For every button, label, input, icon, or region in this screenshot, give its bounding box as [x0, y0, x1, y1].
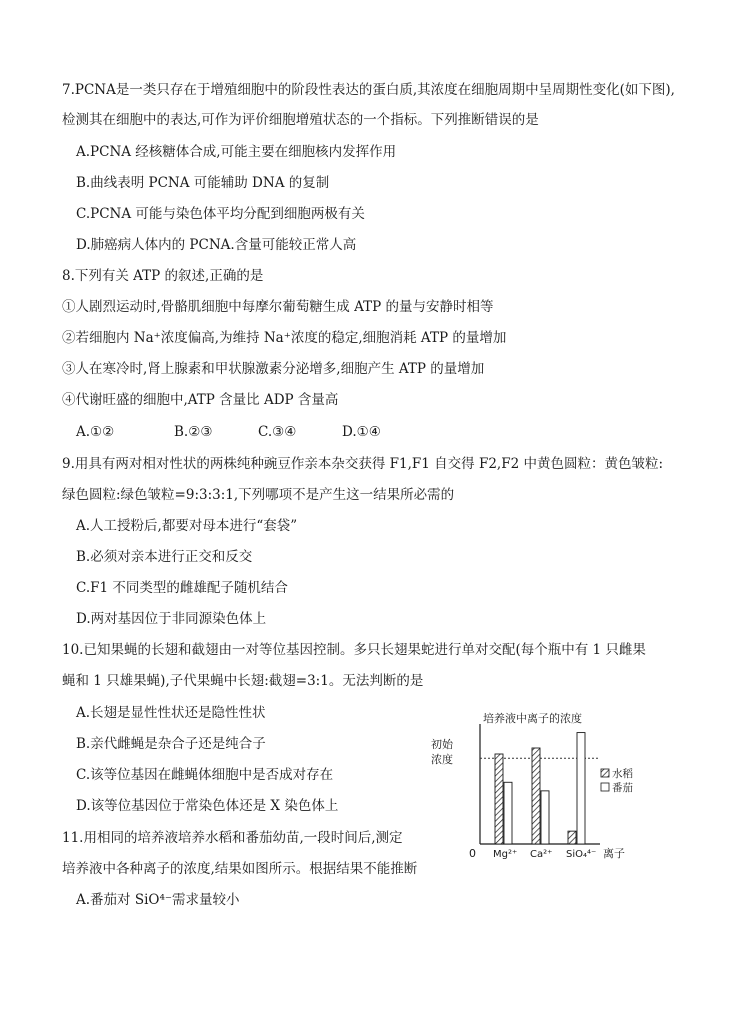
q8-stem: 8.下列有关 ATP 的叙述,正确的是 [62, 268, 264, 284]
q8-option-b: B.②③ [174, 424, 213, 440]
q7-option-c: C.PCNA 可能与染色体平均分配到细胞两极有关 [76, 206, 365, 222]
q11-option-a: A.番茄对 SiO⁴⁻需求量较小 [76, 892, 240, 908]
q10-option-c: C.该等位基因在雌蝇体细胞中是否成对存在 [76, 767, 334, 783]
ion-concentration-chart [425, 710, 640, 870]
q9-option-c: C.F1 不同类型的雌雄配子随机结合 [76, 580, 288, 596]
origin-label: 0 [469, 847, 476, 860]
bar-rice-0 [495, 754, 503, 844]
x-tick-label-1: Ca²⁺ [530, 849, 553, 860]
bar-rice-2 [568, 831, 576, 844]
initial-label-line2: 浓度 [431, 753, 453, 766]
q9-option-d: D.两对基因位于非同源染色体上 [76, 611, 267, 627]
legend-swatch-rice [601, 769, 609, 777]
bar-tomato-2 [577, 733, 585, 844]
q7-stem-line1: 7.PCNA是一类只存在于增殖细胞中的阶段性表达的蛋白质,其浓度在细胞周期中呈周期性变化(如下图), [62, 82, 675, 98]
q10-option-a: A.长翅是显性性状还是隐性性状 [76, 705, 266, 721]
bar-tomato-0 [504, 782, 512, 844]
q9-option-b: B.必须对亲本进行正交和反交 [76, 549, 253, 565]
q8-item-2: ②若细胞内 Na⁺浓度偏高,为维持 Na⁺浓度的稳定,细胞消耗 ATP 的量增加 [62, 330, 507, 346]
initial-label-line1: 初始 [431, 738, 453, 751]
q10-stem-line2: 蝇和 1 只雄果蝇),子代果蝇中长翅:截翅=3:1。无法判断的是 [62, 673, 424, 689]
q11-stem-line1: 11.用相同的培养液培养水稻和番茄幼苗,一段时间后,测定 [62, 830, 403, 846]
q10-option-d: D.该等位基因位于常染色体还是 X 染色体上 [76, 798, 339, 814]
q7-stem-line2: 检测其在细胞中的表达,可作为评价细胞增殖状态的一个指标。下列推断错误的是 [62, 112, 539, 128]
q7-option-b: B.曲线表明 PCNA 可能辅助 DNA 的复制 [76, 175, 330, 191]
q9-stem-line1: 9.用具有两对相对性状的两株纯种豌豆作亲本杂交获得 F1,F1 自交得 F2,F2 中黄色圆粒：黄色皱粒: [62, 456, 663, 472]
q8-item-1: ①人剧烈运动时,骨骼肌细胞中每摩尔葡萄糖生成 ATP 的量与安静时相等 [62, 299, 494, 315]
q10-stem-line1: 10.已知果蝇的长翅和截翅由一对等位基因控制。多只长翅果蛇进行单对交配(每个瓶中有 1 只雌果 [62, 642, 646, 658]
q8-option-c: C.③④ [258, 424, 297, 440]
x-axis-label: 离子 [603, 847, 625, 860]
legend-label-rice: 水稻 [612, 768, 633, 780]
q8-option-d: D.①④ [342, 424, 381, 440]
x-tick-label-0: Mg²⁺ [493, 849, 518, 860]
bar-rice-1 [532, 748, 540, 844]
legend-label-tomato: 番茄 [612, 782, 633, 794]
q10-option-b: B.亲代雌蝇是杂合子还是纯合子 [76, 736, 266, 752]
q7-option-a: A.PCNA 经核糖体合成,可能主要在细胞核内发挥作用 [76, 144, 397, 160]
q11-stem-line2: 培养液中各种离子的浓度,结果如图所示。根据结果不能推断 [62, 861, 418, 877]
q9-stem-line2: 绿色圆粒:绿色皱粒=9:3:3:1,下列哪项不是产生这一结果所必需的 [62, 487, 455, 503]
legend-swatch-tomato [601, 783, 609, 791]
q8-item-4: ④代谢旺盛的细胞中,ATP 含量比 ADP 含量高 [62, 392, 339, 408]
q8-item-3: ③人在寒冷时,肾上腺素和甲状腺激素分泌增多,细胞产生 ATP 的量增加 [62, 361, 485, 377]
y-axis-label: 培养液中离子的浓度 [483, 712, 582, 725]
q9-option-a: A.人工授粉后,都要对母本进行“套袋” [76, 518, 298, 534]
bar-tomato-1 [541, 791, 549, 844]
q7-option-d: D.肺癌病人体内的 PCNA.含量可能较正常人高 [76, 237, 357, 253]
x-tick-label-2: SiO₄⁴⁻ [566, 849, 597, 860]
q8-option-a: A.①② [76, 424, 115, 440]
